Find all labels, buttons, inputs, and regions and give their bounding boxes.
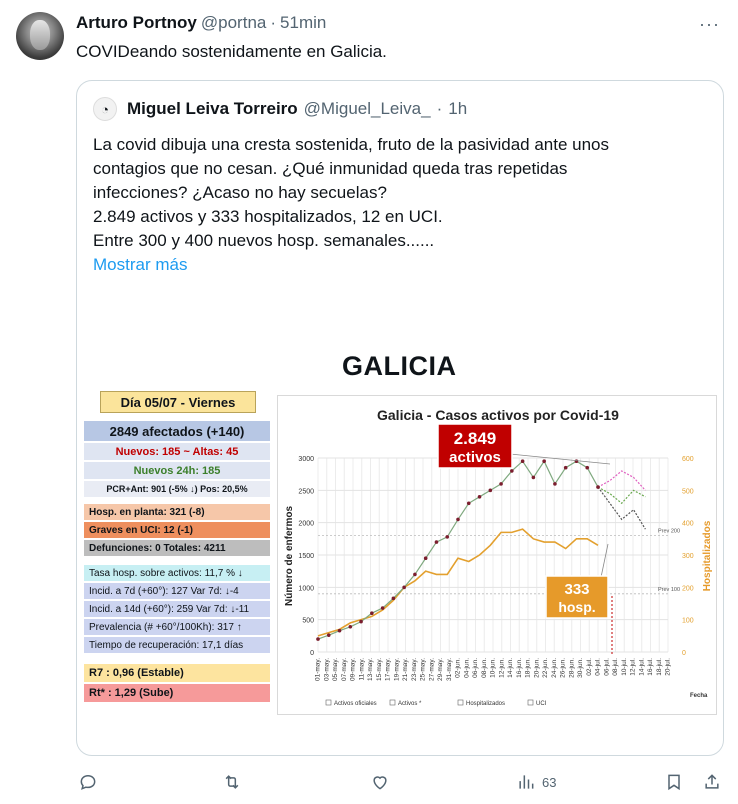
- y2-tick-label: 200: [682, 585, 694, 593]
- x-tick-label: 04-jun.: [463, 658, 471, 678]
- activos-callout-value: 2.849: [453, 429, 497, 448]
- y2-tick-label: 0: [682, 650, 686, 657]
- prev100-label: Prev 100: [658, 586, 681, 593]
- x-tick-label: 08-jun.: [480, 658, 488, 678]
- y2-tick-label: 100: [682, 617, 694, 625]
- stat-uci: Graves en UCI: 12 (-1): [84, 522, 270, 538]
- activos-point: [575, 459, 579, 463]
- quote-author-handle[interactable]: @Miguel_Leiva_: [303, 99, 431, 118]
- activos-point: [435, 540, 439, 544]
- bar-chart-icon: [516, 772, 536, 792]
- x-tick-label: 12-jun.: [498, 658, 506, 678]
- reply-button[interactable]: [78, 772, 98, 792]
- x-tick-label: 23-may.: [410, 658, 418, 681]
- y-tick-label: 3000: [298, 456, 314, 463]
- activos-point: [349, 625, 353, 629]
- x-tick-label: 02-jun.: [454, 658, 462, 678]
- bookmark-button[interactable]: [664, 772, 684, 792]
- quote-line: infecciones? ¿Acaso no hay secuelas?: [93, 183, 387, 202]
- tweet-actions: [76, 772, 724, 800]
- activos-point: [413, 573, 417, 577]
- legend-swatch: [326, 700, 331, 705]
- tweet-time[interactable]: 51min: [280, 13, 327, 32]
- views-button[interactable]: [516, 772, 556, 792]
- activos-point: [521, 459, 525, 463]
- y-tick-label: 0: [310, 650, 314, 657]
- activos-point: [564, 466, 568, 470]
- activos-point: [359, 620, 363, 624]
- activos-point: [370, 611, 374, 615]
- x-tick-label: 06-jun.: [472, 658, 480, 678]
- hosp-callout-label: hosp.: [558, 599, 596, 615]
- activos-point: [327, 633, 331, 637]
- x-tick-label: 04-jul.: [594, 658, 602, 676]
- x-tick-label: 07-may.: [340, 658, 348, 681]
- legend-swatch: [528, 700, 533, 705]
- like-button[interactable]: [370, 772, 390, 792]
- stat-tasa-hosp: Tasa hosp. sobre activos: 11,7 % ↓: [84, 565, 270, 581]
- activos-point: [596, 485, 600, 489]
- legend-swatch: [458, 700, 463, 705]
- retweet-icon: [222, 772, 242, 792]
- quote-line: contagios que no cesan. ¿Qué inmunidad queda tras repetidas: [93, 159, 568, 178]
- y-tick-label: 2000: [298, 520, 314, 528]
- x-tick-label: 08-jul.: [612, 658, 620, 676]
- x-tick-label: 09-may.: [349, 658, 357, 681]
- x-tick-label: 10-jun.: [489, 658, 497, 678]
- bookmark-icon: [664, 772, 684, 792]
- stat-day: Día 05/07 - Viernes: [100, 391, 256, 413]
- author-name[interactable]: Arturo Portnoy: [76, 13, 197, 32]
- author-avatar[interactable]: [16, 12, 64, 60]
- quote-line: La covid dibuja una cresta sostenida, fruto de la pasividad ante unos: [93, 135, 610, 154]
- chart-svg: [278, 396, 718, 716]
- x-tick-label: 11-may.: [358, 658, 366, 681]
- quote-author-avatar[interactable]: ◔: [93, 97, 117, 121]
- quote-text: [93, 133, 693, 277]
- forecast-line: [598, 487, 645, 503]
- stat-afectados: 2849 afectados (+140): [84, 421, 270, 441]
- activos-point: [402, 586, 406, 590]
- quote-line: 2.849 activos y 333 hospitalizados, 12 en UCI.: [93, 207, 443, 226]
- x-tick-label: 12-jul.: [629, 658, 637, 676]
- separator-dot: ·: [270, 13, 277, 32]
- x-tick-label: 18-jul.: [655, 658, 663, 676]
- activos-point: [381, 606, 385, 610]
- tweet-header: [76, 12, 326, 34]
- y2-tick-label: 500: [682, 488, 694, 496]
- annotation-pointer: [510, 454, 610, 464]
- activos-point: [542, 459, 546, 463]
- quoted-tweet[interactable]: [76, 80, 724, 756]
- x-tick-label: 22-jun.: [542, 658, 550, 678]
- chart-title: Galicia - Casos activos por Covid-19: [377, 407, 619, 423]
- x-tick-label: 13-may.: [367, 658, 375, 681]
- separator-dot: ·: [436, 99, 443, 118]
- x-tick-label: 15-may.: [375, 658, 383, 681]
- x-tick-label: 16-jul.: [647, 658, 655, 676]
- y-tick-label: 2500: [298, 488, 314, 496]
- activos-point: [478, 495, 482, 499]
- x-tick-label: 20-jun.: [533, 658, 541, 678]
- activos-point: [338, 629, 342, 633]
- stat-rt: Rt* : 1,29 (Sube): [84, 684, 270, 702]
- x-tick-label: 14-jun.: [507, 658, 515, 678]
- activos-point: [456, 518, 460, 522]
- activos-point: [467, 501, 471, 505]
- activos-callout-label: activos: [449, 449, 501, 466]
- views-count: 63: [542, 774, 557, 790]
- stat-defunciones: Defunciones: 0 Totales: 4211: [84, 540, 270, 556]
- x-tick-label: 03-may.: [323, 658, 331, 681]
- x-tick-label: 29-may.: [437, 658, 445, 681]
- tweet-text: COVIDeando sostenidamente en Galicia.: [76, 42, 387, 61]
- x-tick-label: 20-jul.: [664, 658, 672, 676]
- x-tick-label: 06-jul.: [603, 658, 611, 676]
- covid-chart: [277, 395, 717, 715]
- more-options-icon[interactable]: ···: [699, 14, 720, 34]
- x-tick-label: 02-jul.: [585, 658, 593, 676]
- stat-nuevos-24h: Nuevos 24h: 185: [84, 462, 270, 479]
- show-more-link[interactable]: Mostrar más: [93, 255, 188, 274]
- activos-point: [499, 482, 503, 486]
- y-tick-label: 500: [302, 617, 314, 625]
- x-tick-label: 16-jun.: [515, 658, 523, 678]
- activos-point: [489, 489, 493, 493]
- x-axis-label: Fecha: [690, 693, 708, 699]
- quote-author-name[interactable]: Miguel Leiva Torreiro: [127, 99, 298, 118]
- x-tick-label: 01-may.: [314, 658, 322, 681]
- reply-icon: [78, 772, 98, 792]
- x-tick-label: 14-jul.: [638, 658, 646, 676]
- x-tick-label: 18-jun.: [524, 658, 532, 678]
- activos-point: [316, 637, 320, 641]
- stat-incid-7d: Incid. a 7d (+60°): 127 Var 7d: ↓-4: [84, 583, 270, 599]
- author-handle[interactable]: @portna: [200, 13, 267, 32]
- y2-axis-label: Hospitalizados: [702, 520, 713, 592]
- y2-tick-label: 300: [682, 553, 694, 560]
- activos-point: [532, 476, 536, 480]
- stat-recuperacion: Tiempo de recuperación: 17,1 días: [84, 637, 270, 653]
- quote-line: Entre 300 y 400 nuevos hosp. semanales......: [93, 231, 435, 250]
- heart-icon: [370, 772, 390, 792]
- x-tick-label: 05-may.: [332, 658, 340, 681]
- stat-incid-14d: Incid. a 14d (+60°): 259 Var 7d: ↓-11: [84, 601, 270, 617]
- hosp-callout-value: 333: [564, 581, 590, 598]
- x-tick-label: 10-jul.: [620, 658, 628, 676]
- legend-swatch: [390, 700, 395, 705]
- activos-point: [510, 469, 514, 473]
- stat-prevalencia: Prevalencia (# +60°/100Kh): 317 ↑: [84, 619, 270, 635]
- stat-nuevos-altas: Nuevos: 185 ~ Altas: 45: [84, 443, 270, 460]
- activos-point: [553, 482, 557, 486]
- stat-r7: R7 : 0,96 (Estable): [84, 664, 270, 682]
- x-tick-label: 31-may.: [445, 658, 453, 681]
- x-tick-label: 28-jun.: [568, 658, 576, 678]
- y2-tick-label: 400: [682, 520, 694, 528]
- share-button[interactable]: [702, 772, 722, 792]
- x-tick-label: 24-jun.: [550, 658, 558, 678]
- stat-pcr: PCR+Ant: 901 (-5% ↓) Pos: 20,5%: [84, 481, 270, 497]
- forecast-line: [598, 471, 645, 490]
- attached-image[interactable]: [77, 343, 723, 755]
- y-tick-label: 1500: [298, 553, 314, 560]
- quote-header: [93, 97, 467, 121]
- activos-point: [392, 597, 396, 601]
- y-tick-label: 1000: [298, 585, 314, 593]
- x-tick-label: 27-may.: [428, 658, 436, 681]
- legend-entry: Activos oficiales: [334, 701, 377, 707]
- x-tick-label: 21-may.: [402, 658, 410, 681]
- retweet-button[interactable]: [222, 772, 242, 792]
- legend-entry: UCI: [536, 701, 547, 707]
- quote-time[interactable]: 1h: [448, 99, 468, 118]
- x-tick-label: 19-may.: [393, 658, 401, 681]
- activos-point: [585, 466, 589, 470]
- x-tick-label: 25-may.: [419, 658, 427, 681]
- activos-point: [424, 556, 428, 560]
- stat-hosp-planta: Hosp. en planta: 321 (-8): [84, 504, 270, 520]
- legend-entry: Hospitalizados: [466, 701, 506, 707]
- activos-point: [445, 535, 449, 539]
- y-axis-label: Número de enfermos: [284, 505, 295, 607]
- x-tick-label: 30-jun.: [577, 658, 585, 678]
- y2-tick-label: 600: [682, 456, 694, 463]
- figure-title: GALICIA: [342, 351, 457, 381]
- legend-entry: Activos *: [398, 701, 422, 707]
- x-tick-label: 17-may.: [384, 658, 392, 681]
- x-tick-label: 26-jun.: [559, 658, 567, 678]
- share-icon: [702, 772, 722, 792]
- prev200-label: Prev 200: [658, 528, 681, 535]
